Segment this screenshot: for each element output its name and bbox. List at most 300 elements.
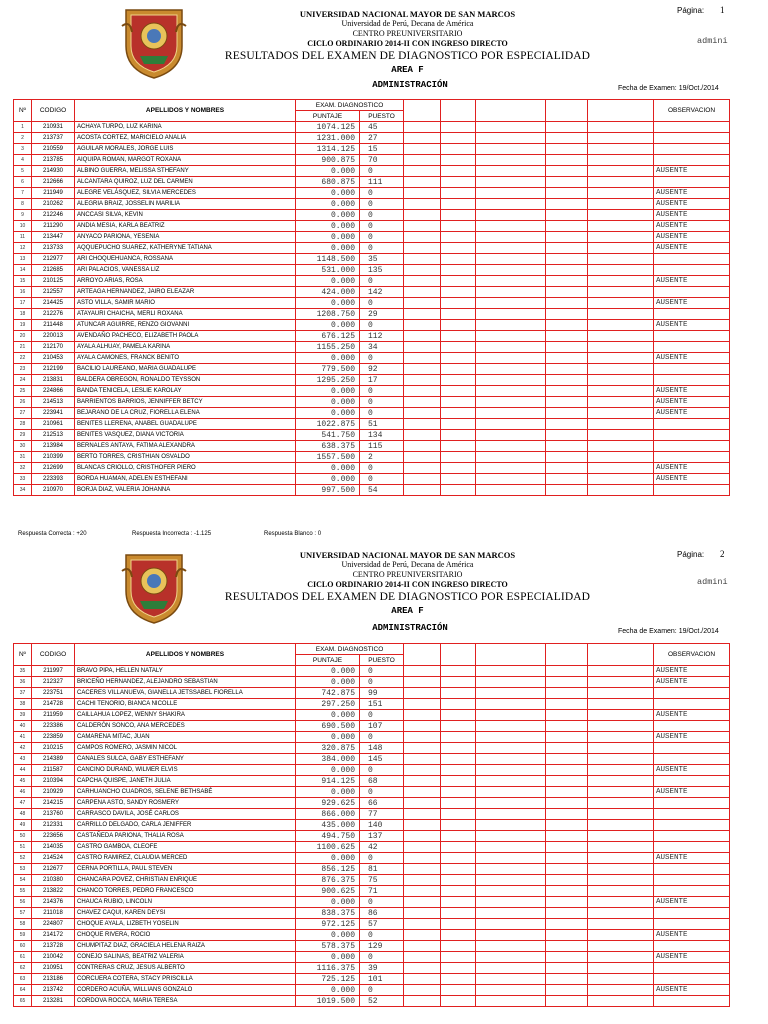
row-number: 21 — [14, 342, 32, 353]
observation-cell — [654, 287, 730, 298]
empty-cell — [588, 397, 654, 408]
student-code: 211290 — [32, 221, 75, 232]
col-rank: PUESTO — [360, 111, 404, 122]
rank-cell: 0 — [360, 897, 404, 908]
empty-cell — [546, 721, 588, 732]
rank-cell: 42 — [360, 842, 404, 853]
empty-cell — [546, 666, 588, 677]
empty-cell — [404, 155, 441, 166]
score-cell: 1155.250 — [296, 342, 360, 353]
col-code: CODIGO — [32, 100, 75, 122]
score-cell: 856.125 — [296, 864, 360, 875]
row-number: 51 — [14, 842, 32, 853]
row-number: 30 — [14, 441, 32, 452]
empty-cell — [476, 732, 546, 743]
student-code: 220013 — [32, 331, 75, 342]
empty-cell — [546, 776, 588, 787]
table-row — [14, 419, 730, 430]
score-cell: 0.000 — [296, 853, 360, 864]
empty-cell — [476, 397, 546, 408]
student-code: 214389 — [32, 754, 75, 765]
empty-cell — [441, 419, 476, 430]
observation-cell — [654, 798, 730, 809]
student-name: BEJARANO DE LA CRUZ, FIORELLA ELENA — [75, 408, 296, 419]
student-name: ARTEAGA HERNANDEZ, JAIRO ELEAZAR — [75, 287, 296, 298]
observation-cell: AUSENTE — [654, 232, 730, 243]
table-row — [14, 677, 730, 688]
empty-cell — [476, 787, 546, 798]
col-names: APELLIDOS Y NOMBRES — [75, 100, 296, 122]
score-cell: 0.000 — [296, 232, 360, 243]
table-body-1 — [14, 122, 730, 496]
observation-cell — [654, 122, 730, 133]
empty-cell — [404, 441, 441, 452]
row-number: 48 — [14, 809, 32, 820]
score-cell: 0.000 — [296, 765, 360, 776]
table-row — [14, 364, 730, 375]
score-cell: 900.875 — [296, 155, 360, 166]
empty-cell — [404, 485, 441, 496]
empty-cell — [404, 941, 441, 952]
score-cell: 0.000 — [296, 666, 360, 677]
table-row — [14, 155, 730, 166]
row-number: 28 — [14, 419, 32, 430]
empty-cell — [441, 276, 476, 287]
empty-cell — [404, 452, 441, 463]
score-cell: 384.000 — [296, 754, 360, 765]
row-number: 3 — [14, 144, 32, 155]
empty-cell — [476, 254, 546, 265]
score-cell: 876.375 — [296, 875, 360, 886]
empty-cell — [546, 276, 588, 287]
observation-cell — [654, 886, 730, 897]
empty-cell — [588, 963, 654, 974]
score-cell: 0.000 — [296, 787, 360, 798]
rank-cell: 86 — [360, 908, 404, 919]
empty-cell — [441, 721, 476, 732]
empty-cell — [441, 342, 476, 353]
empty-cell — [476, 875, 546, 886]
rank-cell: 2 — [360, 452, 404, 463]
exam-date: Fecha de Examen: 19/Oct./2014 — [618, 628, 719, 635]
table-row — [14, 232, 730, 243]
empty-cell — [546, 144, 588, 155]
empty-cell — [404, 721, 441, 732]
student-code: 210453 — [32, 353, 75, 364]
observation-cell: AUSENTE — [654, 666, 730, 677]
empty-cell — [546, 677, 588, 688]
table-row — [14, 919, 730, 930]
table-row — [14, 743, 730, 754]
rank-cell: 0 — [360, 353, 404, 364]
cycle-name: CICLO ORDINARIO 2014-II CON INGRESO DIRECTO — [307, 580, 508, 589]
rank-cell: 0 — [360, 787, 404, 798]
empty-cell — [546, 765, 588, 776]
student-name: CONEJO SALINAS, BEATRIZ VALERIA — [75, 952, 296, 963]
rank-cell: 34 — [360, 342, 404, 353]
row-number: 40 — [14, 721, 32, 732]
empty-cell — [404, 699, 441, 710]
empty-cell — [588, 419, 654, 430]
empty-cell — [404, 188, 441, 199]
score-cell: 541.750 — [296, 430, 360, 441]
scoring-legend — [18, 531, 321, 537]
empty-cell — [476, 897, 546, 908]
report-header — [200, 9, 615, 76]
empty-cell — [588, 798, 654, 809]
student-code: 212677 — [32, 864, 75, 875]
observation-cell: AUSENTE — [654, 732, 730, 743]
empty-cell — [588, 463, 654, 474]
empty-cell — [404, 864, 441, 875]
page-label: Página: — [677, 550, 705, 559]
row-number: 32 — [14, 463, 32, 474]
row-number: 58 — [14, 919, 32, 930]
observation-cell: AUSENTE — [654, 276, 730, 287]
empty-cell — [441, 364, 476, 375]
student-code: 211959 — [32, 710, 75, 721]
student-name: BLANCAS CRIOLLO, CRISTHOFER PIERO — [75, 463, 296, 474]
empty-cell — [476, 842, 546, 853]
rank-cell: 0 — [360, 320, 404, 331]
student-code: 212199 — [32, 364, 75, 375]
table-row — [14, 188, 730, 199]
observation-cell — [654, 743, 730, 754]
empty-cell — [441, 875, 476, 886]
observation-cell — [654, 688, 730, 699]
empty-cell — [441, 831, 476, 842]
score-cell: 531.000 — [296, 265, 360, 276]
student-name: CANALES SULCA, GABY ESTHEFANY — [75, 754, 296, 765]
empty-cell — [476, 886, 546, 897]
empty-cell — [476, 210, 546, 221]
rank-cell: 52 — [360, 996, 404, 1007]
rank-cell: 29 — [360, 309, 404, 320]
empty-cell — [476, 743, 546, 754]
empty-cell — [588, 699, 654, 710]
empty-cell — [404, 254, 441, 265]
student-name: CHOQUE AYALA, LIZBETH YOSELIN — [75, 919, 296, 930]
row-number: 29 — [14, 430, 32, 441]
table-row — [14, 122, 730, 133]
empty-cell — [546, 919, 588, 930]
empty-cell — [588, 133, 654, 144]
empty-cell — [441, 853, 476, 864]
table-row — [14, 963, 730, 974]
rank-cell: 71 — [360, 886, 404, 897]
score-cell: 320.875 — [296, 743, 360, 754]
empty-cell — [404, 133, 441, 144]
row-number: 59 — [14, 930, 32, 941]
observation-cell: AUSENTE — [654, 353, 730, 364]
empty-cell — [404, 210, 441, 221]
student-code: 213737 — [32, 133, 75, 144]
score-cell: 1314.125 — [296, 144, 360, 155]
empty-cell — [588, 298, 654, 309]
rank-cell: 0 — [360, 952, 404, 963]
table-row — [14, 386, 730, 397]
score-cell: 1208.750 — [296, 309, 360, 320]
row-number: 43 — [14, 754, 32, 765]
empty-cell — [404, 364, 441, 375]
score-cell: 1022.875 — [296, 419, 360, 430]
empty-cell — [441, 474, 476, 485]
table-row — [14, 331, 730, 342]
empty-cell — [546, 265, 588, 276]
row-number: 46 — [14, 787, 32, 798]
observation-cell: AUSENTE — [654, 243, 730, 254]
empty-cell — [404, 897, 441, 908]
empty-cell — [546, 820, 588, 831]
empty-cell — [588, 430, 654, 441]
table-row — [14, 133, 730, 144]
area-label: AREA F — [391, 65, 424, 75]
empty-cell — [476, 309, 546, 320]
score-cell: 900.625 — [296, 886, 360, 897]
rank-cell: 0 — [360, 243, 404, 254]
row-number: 7 — [14, 188, 32, 199]
student-name: CASTRO RAMIREZ, CLAUDIA MERCED — [75, 853, 296, 864]
rank-cell: 0 — [360, 210, 404, 221]
empty-cell — [404, 754, 441, 765]
student-name: ALCANTARA QUIROZ, LUZ DEL CARMEN — [75, 177, 296, 188]
empty-cell — [546, 452, 588, 463]
empty-cell — [476, 666, 546, 677]
rank-cell: 0 — [360, 666, 404, 677]
table-row — [14, 485, 730, 496]
empty-cell — [404, 408, 441, 419]
observation-cell — [654, 842, 730, 853]
table-row — [14, 831, 730, 842]
table-row — [14, 897, 730, 908]
page-number: 2 — [720, 549, 725, 559]
empty-cell — [476, 820, 546, 831]
empty-cell — [588, 375, 654, 386]
empty-cell — [404, 798, 441, 809]
table-row — [14, 853, 730, 864]
table-row — [14, 166, 730, 177]
student-name: AVENDAÑO PACHECO, ELIZABETH PAOLA — [75, 331, 296, 342]
student-name: BENITES LLERENA, ANABEL GUADALUPE — [75, 419, 296, 430]
empty-cell — [546, 221, 588, 232]
empty-cell — [476, 155, 546, 166]
rank-cell: 0 — [360, 930, 404, 941]
observation-cell — [654, 809, 730, 820]
empty-cell — [441, 776, 476, 787]
empty-cell — [404, 930, 441, 941]
empty-cell — [588, 386, 654, 397]
empty-cell — [546, 342, 588, 353]
empty-cell — [546, 930, 588, 941]
observation-cell — [654, 441, 730, 452]
empty-cell — [546, 952, 588, 963]
student-name: CERNA PORTILLA, PAUL STEVEN — [75, 864, 296, 875]
empty-cell — [588, 743, 654, 754]
empty-cell — [546, 386, 588, 397]
empty-cell — [404, 688, 441, 699]
empty-cell — [441, 122, 476, 133]
student-name: ARI PALACIOS, VANESSA LIZ — [75, 265, 296, 276]
row-number: 12 — [14, 243, 32, 254]
observation-cell: AUSENTE — [654, 320, 730, 331]
empty-cell — [476, 287, 546, 298]
score-cell: 0.000 — [296, 952, 360, 963]
empty-cell — [404, 265, 441, 276]
empty-cell — [404, 166, 441, 177]
empty-cell — [441, 452, 476, 463]
empty-cell — [546, 243, 588, 254]
student-code: 223941 — [32, 408, 75, 419]
table-row — [14, 941, 730, 952]
rank-cell: 0 — [360, 386, 404, 397]
row-number: 41 — [14, 732, 32, 743]
observation-cell: AUSENTE — [654, 985, 730, 996]
score-cell: 0.000 — [296, 386, 360, 397]
observation-cell — [654, 452, 730, 463]
score-cell: 0.000 — [296, 210, 360, 221]
score-cell: 1557.500 — [296, 452, 360, 463]
empty-cell — [588, 342, 654, 353]
student-name: CACERES VILLANUEVA, GIANELLA JETSSABEL FIORELLA — [75, 688, 296, 699]
empty-cell — [404, 419, 441, 430]
student-name: CHAUCA RUBIO, LINCOLN — [75, 897, 296, 908]
rank-cell: 135 — [360, 265, 404, 276]
score-cell: 0.000 — [296, 276, 360, 287]
student-name: CHANCO TORRES, PEDRO FRANCESCO — [75, 886, 296, 897]
empty-cell — [546, 331, 588, 342]
empty-cell — [441, 842, 476, 853]
specialty-title: ADMINISTRACIÓN — [372, 623, 448, 633]
student-code: 214513 — [32, 397, 75, 408]
rank-cell: 0 — [360, 298, 404, 309]
table-row — [14, 952, 730, 963]
empty-cell — [476, 122, 546, 133]
empty-cell — [441, 430, 476, 441]
observation-cell: AUSENTE — [654, 853, 730, 864]
empty-cell — [588, 210, 654, 221]
rank-cell: 27 — [360, 133, 404, 144]
empty-cell — [546, 463, 588, 474]
empty-cell — [546, 309, 588, 320]
empty-cell — [404, 287, 441, 298]
student-code: 223656 — [32, 831, 75, 842]
student-code: 223393 — [32, 474, 75, 485]
rank-cell: 0 — [360, 853, 404, 864]
table-row — [14, 985, 730, 996]
university-name: UNIVERSIDAD NACIONAL MAYOR DE SAN MARCOS — [299, 9, 516, 19]
score-cell: 0.000 — [296, 732, 360, 743]
empty-cell — [404, 386, 441, 397]
row-number: 42 — [14, 743, 32, 754]
empty-cell — [546, 155, 588, 166]
table-row — [14, 254, 730, 265]
col-notes: OBSERVACION — [654, 644, 730, 666]
student-name: CARRASCO DAVILA, JOSÉ CARLOS — [75, 809, 296, 820]
empty-cell — [588, 787, 654, 798]
student-code: 213822 — [32, 886, 75, 897]
empty-cell — [588, 754, 654, 765]
score-cell: 997.500 — [296, 485, 360, 496]
student-code: 212666 — [32, 177, 75, 188]
empty-cell — [404, 765, 441, 776]
empty-cell — [476, 364, 546, 375]
empty-cell — [476, 699, 546, 710]
student-name: CARHUANCHO CUADROS, SELENE BETHSABÉ — [75, 787, 296, 798]
table-row — [14, 199, 730, 210]
row-number: 23 — [14, 364, 32, 375]
empty-cell — [404, 776, 441, 787]
empty-cell — [476, 144, 546, 155]
student-code: 210559 — [32, 144, 75, 155]
empty-cell — [404, 985, 441, 996]
empty-cell — [404, 320, 441, 331]
student-code: 213281 — [32, 996, 75, 1007]
empty-cell — [404, 732, 441, 743]
student-code: 210399 — [32, 452, 75, 463]
empty-cell — [588, 144, 654, 155]
row-number: 31 — [14, 452, 32, 463]
empty-cell — [588, 276, 654, 287]
empty-cell — [588, 930, 654, 941]
rank-cell: 15 — [360, 144, 404, 155]
empty-cell — [546, 699, 588, 710]
empty-cell — [588, 287, 654, 298]
rank-cell: 107 — [360, 721, 404, 732]
student-name: ALBINO GUERRA, MELISSA STHEFANY — [75, 166, 296, 177]
empty-cell — [476, 320, 546, 331]
empty-cell — [476, 166, 546, 177]
table-body-2 — [14, 666, 730, 1007]
row-number: 27 — [14, 408, 32, 419]
student-code: 213742 — [32, 985, 75, 996]
empty-cell — [441, 166, 476, 177]
rank-cell: 0 — [360, 276, 404, 287]
empty-cell — [441, 221, 476, 232]
empty-cell — [588, 199, 654, 210]
observation-cell — [654, 776, 730, 787]
table-row — [14, 430, 730, 441]
score-cell: 929.625 — [296, 798, 360, 809]
rank-cell: 70 — [360, 155, 404, 166]
score-cell: 0.000 — [296, 199, 360, 210]
empty-cell — [546, 732, 588, 743]
empty-cell — [588, 842, 654, 853]
table-row — [14, 342, 730, 353]
empty-cell — [441, 133, 476, 144]
observation-cell — [654, 875, 730, 886]
table-row — [14, 688, 730, 699]
score-cell: 866.000 — [296, 809, 360, 820]
student-name: ASTO VILLA, SAMIR MARIO — [75, 298, 296, 309]
empty-cell — [588, 155, 654, 166]
rank-cell: 0 — [360, 677, 404, 688]
empty-cell — [404, 908, 441, 919]
student-name: BALDERA OBREGON, RONALDO TEYSSON — [75, 375, 296, 386]
rank-cell: 68 — [360, 776, 404, 787]
student-name: BORDA HUAMAN, ADELEN ESTHEFANI — [75, 474, 296, 485]
score-cell: 0.000 — [296, 221, 360, 232]
student-code: 213728 — [32, 941, 75, 952]
empty-cell — [546, 287, 588, 298]
student-code: 214035 — [32, 842, 75, 853]
row-number: 63 — [14, 974, 32, 985]
empty-cell — [588, 353, 654, 364]
table-row — [14, 886, 730, 897]
table-row — [14, 721, 730, 732]
empty-cell — [588, 122, 654, 133]
student-code: 210929 — [32, 787, 75, 798]
empty-cell — [404, 710, 441, 721]
